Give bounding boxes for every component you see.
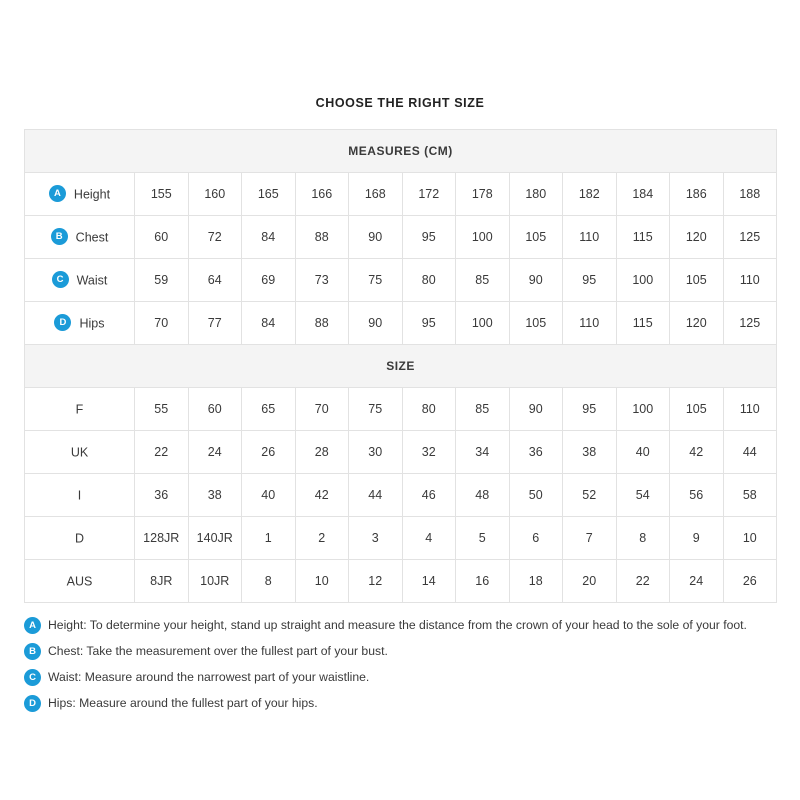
cell: 10 (295, 560, 349, 603)
cell: 110 (723, 259, 777, 302)
row-label-text: Chest (75, 230, 109, 244)
cell: 24 (670, 560, 724, 603)
cell: 5 (456, 517, 510, 560)
cell: 90 (509, 259, 563, 302)
cell: 56 (670, 474, 724, 517)
cell: 8 (242, 560, 296, 603)
badge-a-icon: A (24, 617, 41, 634)
cell: 22 (135, 431, 189, 474)
cell: 22 (616, 560, 670, 603)
cell: 115 (616, 216, 670, 259)
table-row (25, 173, 777, 216)
row-label-text: Hips (79, 316, 105, 330)
cell: 95 (563, 388, 617, 431)
cell: 75 (349, 259, 403, 302)
row-label-uk (25, 431, 135, 474)
cell: 18 (509, 560, 563, 603)
row-label-text: AUS (66, 574, 93, 589)
measurement-notes (24, 617, 776, 712)
cell: 10JR (188, 560, 242, 603)
badge-c-icon: C (24, 669, 41, 686)
cell: 40 (616, 431, 670, 474)
cell: 38 (563, 431, 617, 474)
cell: 100 (456, 216, 510, 259)
cell: 70 (295, 388, 349, 431)
row-label-chest (25, 216, 135, 259)
cell: 44 (349, 474, 403, 517)
cell: 69 (242, 259, 296, 302)
cell: 165 (242, 173, 296, 216)
cell: 28 (295, 431, 349, 474)
cell: 32 (402, 431, 456, 474)
note-item (24, 617, 776, 634)
cell: 105 (509, 302, 563, 345)
cell: 172 (402, 173, 456, 216)
row-label-f (25, 388, 135, 431)
cell: 105 (670, 259, 724, 302)
cell: 95 (402, 216, 456, 259)
cell: 88 (295, 216, 349, 259)
cell: 24 (188, 431, 242, 474)
cell: 72 (188, 216, 242, 259)
row-label-text: D (74, 531, 85, 546)
page-title: CHOOSE THE RIGHT SIZE (315, 96, 485, 110)
cell: 20 (563, 560, 617, 603)
note-text: Height: To determine your height, stand up straight and measure the distance from the crown of your head to the sole of your foot. (48, 618, 747, 632)
badge-d-icon: D (54, 314, 71, 331)
cell: 60 (188, 388, 242, 431)
cell: 9 (670, 517, 724, 560)
size-section-header: SIZE (25, 345, 777, 388)
note-item (24, 643, 776, 660)
cell: 90 (509, 388, 563, 431)
row-label-text: UK (70, 445, 89, 460)
table-body (25, 130, 777, 603)
cell: 1 (242, 517, 296, 560)
row-label-text: Height (73, 187, 111, 201)
measures-section-header-row (25, 130, 777, 173)
cell: 75 (349, 388, 403, 431)
cell: 100 (616, 259, 670, 302)
note-text: Chest: Take the measurement over the fullest part of your bust. (48, 644, 388, 658)
row-label-text: Waist (76, 273, 108, 287)
cell: 4 (402, 517, 456, 560)
cell: 26 (242, 431, 296, 474)
row-label-text: F (75, 402, 84, 417)
cell: 60 (135, 216, 189, 259)
cell: 90 (349, 216, 403, 259)
row-label-waist (25, 259, 135, 302)
size-chart-table (24, 129, 777, 603)
cell: 36 (135, 474, 189, 517)
cell: 52 (563, 474, 617, 517)
measures-section-header: MEASURES (CM) (25, 130, 777, 173)
cell: 38 (188, 474, 242, 517)
row-label-height (25, 173, 135, 216)
cell: 8JR (135, 560, 189, 603)
table-row (25, 388, 777, 431)
cell: 178 (456, 173, 510, 216)
cell: 50 (509, 474, 563, 517)
cell: 7 (563, 517, 617, 560)
cell: 42 (670, 431, 724, 474)
cell: 34 (456, 431, 510, 474)
cell: 58 (723, 474, 777, 517)
cell: 36 (509, 431, 563, 474)
cell: 95 (563, 259, 617, 302)
size-section-header-row (25, 345, 777, 388)
badge-d-icon: D (24, 695, 41, 712)
cell: 12 (349, 560, 403, 603)
table-row (25, 216, 777, 259)
cell: 40 (242, 474, 296, 517)
cell: 6 (509, 517, 563, 560)
cell: 140JR (188, 517, 242, 560)
table-row (25, 560, 777, 603)
cell: 64 (188, 259, 242, 302)
cell: 48 (456, 474, 510, 517)
badge-b-icon: B (51, 228, 68, 245)
cell: 2 (295, 517, 349, 560)
cell: 180 (509, 173, 563, 216)
cell: 125 (723, 216, 777, 259)
row-label-hips (25, 302, 135, 345)
cell: 30 (349, 431, 403, 474)
table-row (25, 474, 777, 517)
cell: 59 (135, 259, 189, 302)
cell: 120 (670, 302, 724, 345)
note-item (24, 695, 776, 712)
cell: 16 (456, 560, 510, 603)
cell: 88 (295, 302, 349, 345)
cell: 95 (402, 302, 456, 345)
row-label-text: I (77, 488, 82, 503)
row-label-i (25, 474, 135, 517)
cell: 125 (723, 302, 777, 345)
cell: 42 (295, 474, 349, 517)
cell: 26 (723, 560, 777, 603)
note-text: Hips: Measure around the fullest part of your hips. (48, 696, 318, 710)
cell: 55 (135, 388, 189, 431)
cell: 85 (456, 259, 510, 302)
cell: 44 (723, 431, 777, 474)
cell: 110 (563, 302, 617, 345)
cell: 14 (402, 560, 456, 603)
cell: 8 (616, 517, 670, 560)
cell: 100 (616, 388, 670, 431)
cell: 3 (349, 517, 403, 560)
badge-c-icon: C (52, 271, 69, 288)
cell: 54 (616, 474, 670, 517)
table-row (25, 259, 777, 302)
cell: 70 (135, 302, 189, 345)
cell: 160 (188, 173, 242, 216)
badge-a-icon: A (49, 185, 66, 202)
cell: 80 (402, 388, 456, 431)
cell: 128JR (135, 517, 189, 560)
cell: 105 (509, 216, 563, 259)
table-row (25, 431, 777, 474)
cell: 100 (456, 302, 510, 345)
table-row (25, 517, 777, 560)
cell: 77 (188, 302, 242, 345)
row-label-d (25, 517, 135, 560)
cell: 188 (723, 173, 777, 216)
cell: 65 (242, 388, 296, 431)
cell: 84 (242, 216, 296, 259)
cell: 84 (242, 302, 296, 345)
cell: 105 (670, 388, 724, 431)
table-row (25, 302, 777, 345)
row-label-aus (25, 560, 135, 603)
cell: 168 (349, 173, 403, 216)
cell: 46 (402, 474, 456, 517)
cell: 85 (456, 388, 510, 431)
badge-b-icon: B (24, 643, 41, 660)
note-text: Waist: Measure around the narrowest part of your waistline. (48, 670, 370, 684)
note-item (24, 669, 776, 686)
cell: 80 (402, 259, 456, 302)
cell: 166 (295, 173, 349, 216)
cell: 110 (723, 388, 777, 431)
cell: 90 (349, 302, 403, 345)
cell: 120 (670, 216, 724, 259)
cell: 155 (135, 173, 189, 216)
cell: 184 (616, 173, 670, 216)
cell: 182 (563, 173, 617, 216)
cell: 10 (723, 517, 777, 560)
cell: 73 (295, 259, 349, 302)
cell: 115 (616, 302, 670, 345)
cell: 186 (670, 173, 724, 216)
cell: 110 (563, 216, 617, 259)
